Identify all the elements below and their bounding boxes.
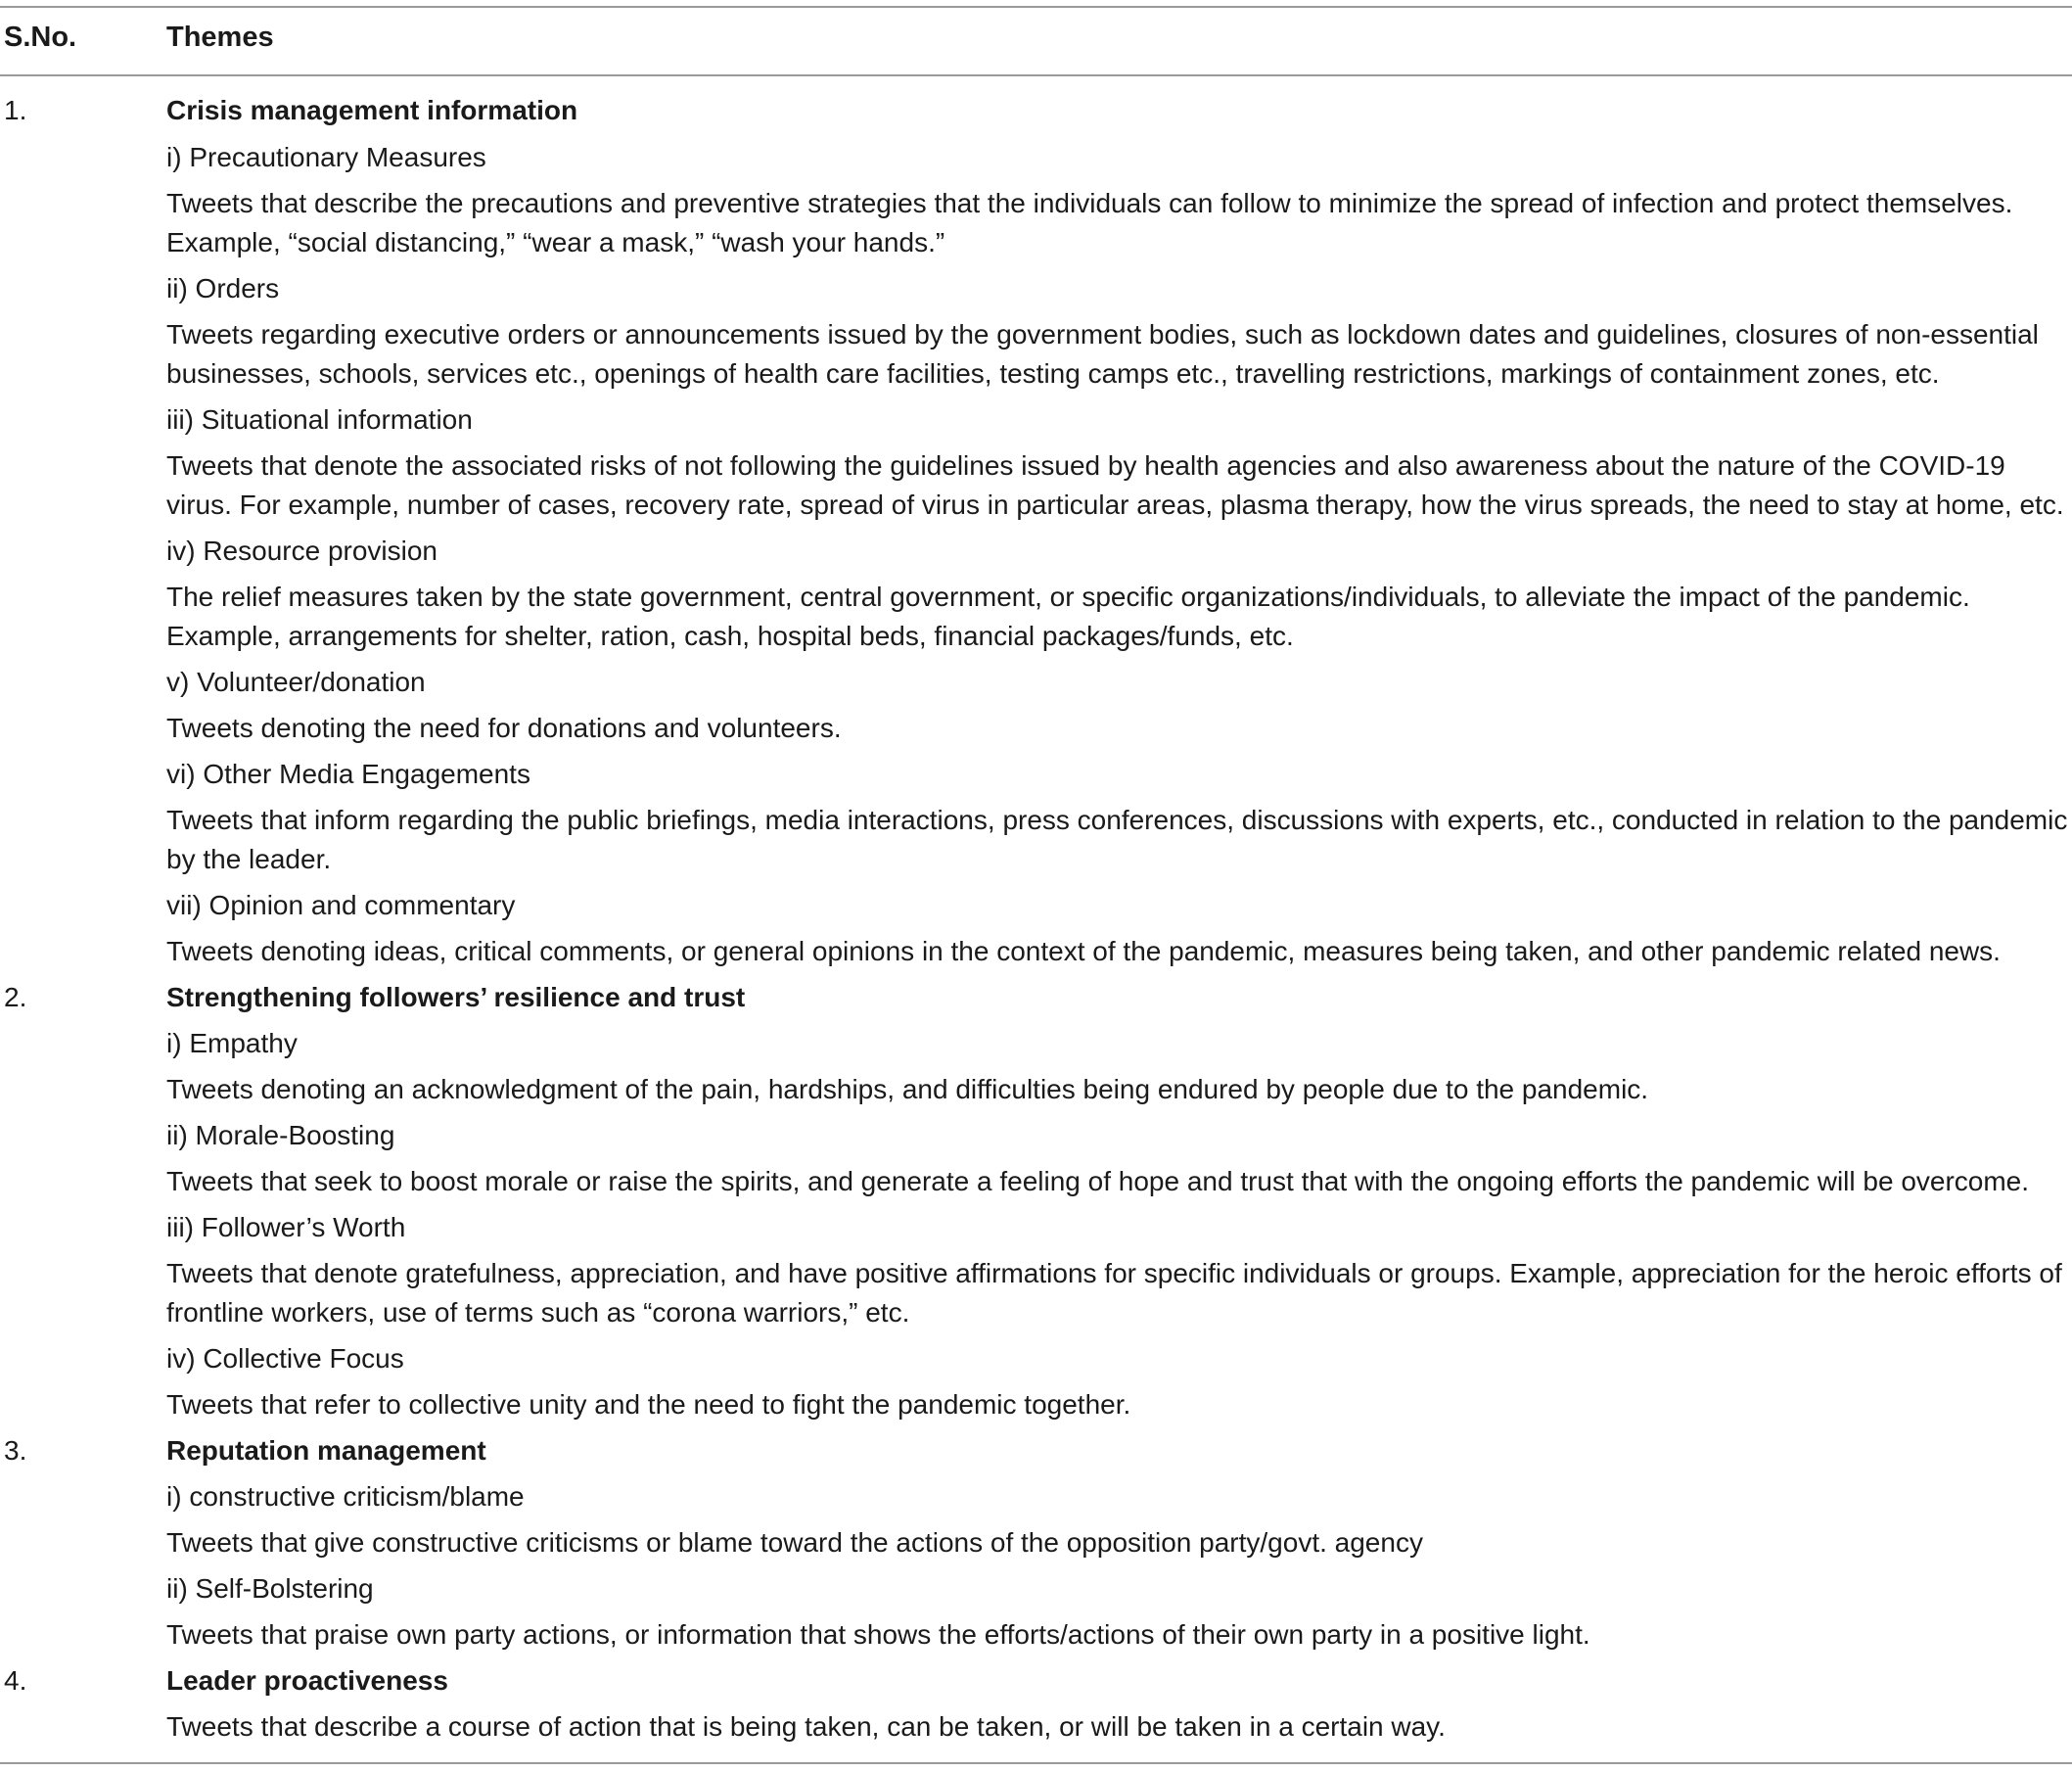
subtheme-description: Tweets that refer to collective unity and the need to fight the pandemic together. <box>166 1389 1131 1420</box>
theme-number: 4. <box>4 1665 27 1696</box>
subtheme-label: vii) Opinion and commentary <box>166 890 516 920</box>
subtheme-description: Tweets denoting an acknowledgment of the pain, hardships, and difficulties being endured by people due to the pandemic. <box>166 1074 1649 1104</box>
header-themes: Themes <box>166 22 274 53</box>
subtheme-description: Tweets that seek to boost morale or raise the spirits, and generate a feeling of hope and trust that with the ongoing efforts the pandemic will be overcome. <box>166 1166 2030 1196</box>
subtheme-label: iv) Resource provision <box>166 536 437 566</box>
theme-title: Crisis management information <box>166 95 578 125</box>
theme-title: Reputation management <box>166 1435 486 1466</box>
subtheme-description: Tweets that describe the precautions and preventive strategies that the individuals can follow to minimize the spread of infection and protect themselves. Example, “social distancing,” “wear a mask,” “wash your hands.” <box>166 188 2013 257</box>
header-rule <box>0 74 2072 76</box>
subtheme-label: i) Precautionary Measures <box>166 142 486 172</box>
subtheme-description: The relief measures taken by the state government, central government, or specific organizations/individuals, to alleviate the impact of the pandemic. Example, arrangements for shelter, ration, cash, hospital beds, financial packages/funds, etc. <box>166 582 1970 651</box>
subtheme-label: ii) Orders <box>166 273 280 303</box>
subtheme-label: vi) Other Media Engagements <box>166 759 530 789</box>
top-rule <box>0 6 2072 8</box>
theme-number: 1. <box>4 95 27 125</box>
subtheme-description: Tweets that denote the associated risks of not following the guidelines issued by health agencies and also awareness about the nature of the COVID-19 virus. For example, number of cases, recovery rate, spread of virus in particular areas, plasma therapy, how the virus spreads, the need to stay at home, etc. <box>166 450 2064 520</box>
subtheme-description: Tweets that give constructive criticisms or blame toward the actions of the opposition party/govt. agency <box>166 1527 1423 1558</box>
theme-number: 3. <box>4 1435 27 1466</box>
subtheme-description: Tweets regarding executive orders or announcements issued by the government bodies, such as lockdown dates and guidelines, closures of non-essential businesses, schools, services etc., openings of health care facilities, testing camps etc., travelling restrictions, markings of containment zones, etc. <box>166 319 2039 389</box>
theme-description: Tweets that describe a course of action that is being taken, can be taken, or will be taken in a certain way. <box>166 1711 1446 1742</box>
subtheme-label: iii) Follower’s Worth <box>166 1212 406 1242</box>
subtheme-description: Tweets that denote gratefulness, appreciation, and have positive affirmations for specific individuals or groups. Example, appreciation for the heroic efforts of frontline workers, use of terms such as “corona warriors,” etc. <box>166 1258 2062 1328</box>
subtheme-label: iii) Situational information <box>166 404 473 435</box>
subtheme-label: i) Empathy <box>166 1028 298 1058</box>
theme-title: Strengthening followers’ resilience and trust <box>166 982 746 1012</box>
bottom-rule <box>0 1762 2072 1764</box>
header-sno: S.No. <box>4 22 77 53</box>
subtheme-description: Tweets that inform regarding the public briefings, media interactions, press conferences, discussions with experts, etc., conducted in relation to the pandemic by the leader. <box>166 805 2068 874</box>
subtheme-label: ii) Morale-Boosting <box>166 1120 395 1150</box>
subtheme-description: Tweets denoting ideas, critical comments, or general opinions in the context of the pandemic, measures being taken, and other pandemic related news. <box>166 936 2001 966</box>
theme-number: 2. <box>4 982 27 1012</box>
subtheme-label: i) constructive criticism/blame <box>166 1481 525 1512</box>
subtheme-label: ii) Self-Bolstering <box>166 1573 374 1604</box>
theme-title: Leader proactiveness <box>166 1665 448 1696</box>
subtheme-description: Tweets that praise own party actions, or information that shows the efforts/actions of their own party in a positive light. <box>166 1619 1590 1650</box>
subtheme-description: Tweets denoting the need for donations and volunteers. <box>166 713 842 743</box>
subtheme-label: v) Volunteer/donation <box>166 667 426 697</box>
subtheme-label: iv) Collective Focus <box>166 1343 404 1374</box>
